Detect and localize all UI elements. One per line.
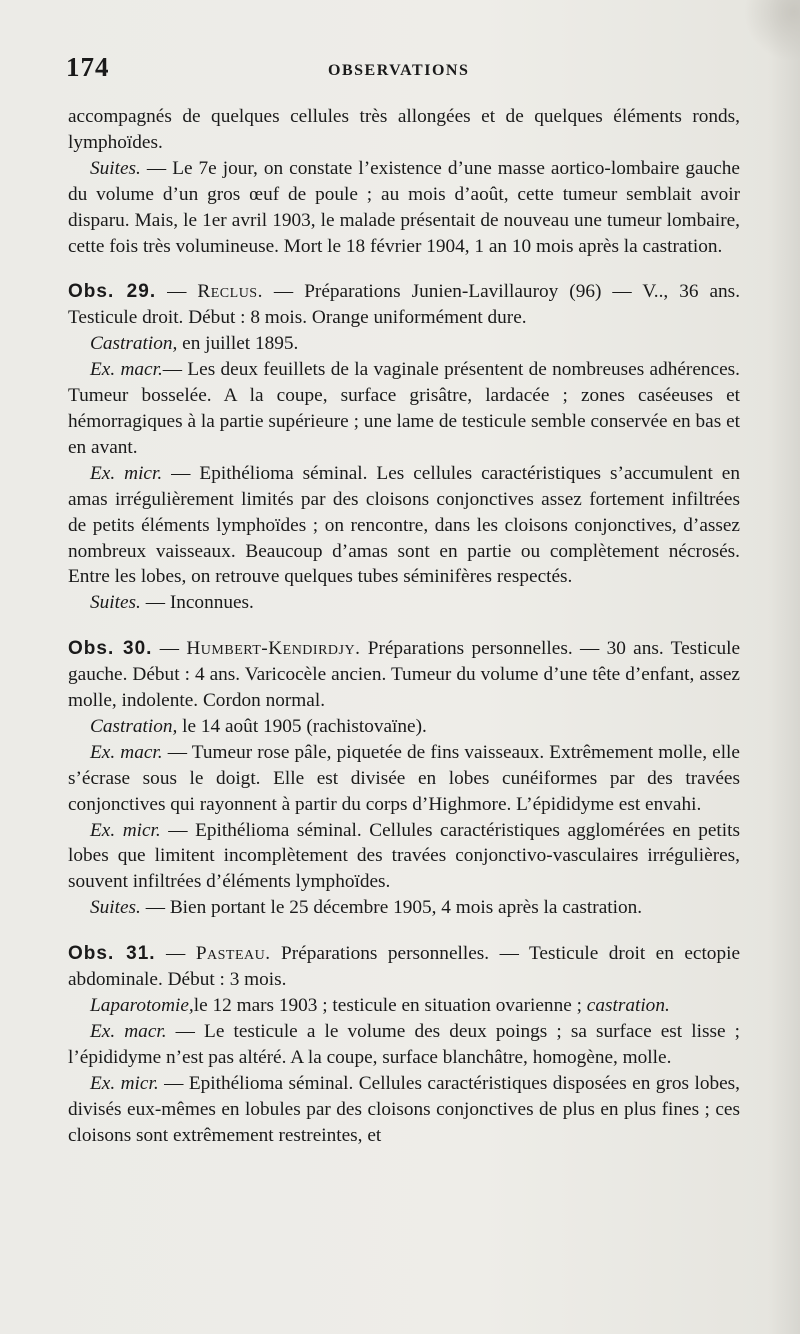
paragraph-text: — Préparations Junien-Lavillauroy (96) — V.., 36 ans. Testicule droit. Début : 8 mois. Orange uniformément dure. [68, 281, 741, 329]
observation-author: Humbert-Kendirdjy. [186, 638, 361, 660]
paragraph-text: — Le testicule a le volume des deux poings ; sa surface est lisse ; l’épididyme n’est pas altéré. A la coupe, surface blanchâtre, homogène, molle. [68, 1020, 740, 1068]
observation-29-heading: Obs. 29. — Reclus. — Préparations Junien-Lavillauroy (96) — V.., 36 ans. Testicule droit. Début : 8 mois. Orange uniformément dure. [68, 281, 741, 329]
paragraph-suites-28 [68, 156, 740, 260]
paragraph-lead: Ex. micr. [90, 462, 163, 484]
paragraph-suites-29 [68, 590, 740, 616]
observation-31-heading: Obs. 31. — Pasteau. Préparations personnelles. — Testicule droit en ectopie abdominale. Début : 3 mois. [68, 943, 741, 991]
page-header [66, 48, 746, 88]
paragraph-text: — Inconnues. [140, 592, 254, 614]
paragraph-ex-micr-31 [68, 1071, 740, 1149]
paragraph-text: — Epithélioma séminal. Cellules caractéristiques agglomérées en petits lobes que limitent incomplètement des travées conjonctivo-vasculaires irrégulières, souvent infiltrées d’éléments lymphoïdes. [68, 819, 740, 893]
paragraph-lead: Ex. macr. [90, 741, 163, 763]
page-corner-stain [742, 0, 800, 60]
paragraph-castration-29 [68, 331, 740, 357]
paragraph-text: — Bien portant le 25 décembre 1905, 4 mois après la castration. [140, 897, 643, 919]
paragraph-lead: Castration, [90, 715, 178, 737]
paragraph-lead: Suites. [90, 897, 141, 919]
paragraph-continuation [68, 104, 740, 156]
paragraph-suites-30 [68, 895, 740, 921]
page-number: 174 [66, 52, 110, 82]
paragraph-lead: Suites. [90, 592, 141, 614]
paragraph-text: — Les deux feuillets de la vaginale présentent de nombreuses adhérences. Tumeur bosselée. A la coupe, surface grisâtre, lardacée ; zones caséeuses et hémorragiques à la partie supérieure ; une lame de testicule semble conservée en bas et en avant. [68, 359, 740, 458]
paragraph-lead: Ex. macr. [90, 359, 163, 381]
paragraph-text: accompagnés de quelques cellules très allongées et de quelques éléments ronds, lymphoïdes. [68, 106, 740, 153]
observation-label: Obs. 31. [68, 943, 156, 965]
observation-author: Pasteau. [195, 943, 271, 965]
paragraph-text: — Epithélioma séminal. Cellules caractéristiques disposées en gros lobes, divisés eux-mêmes en lobules par des cloisons conjonctives de plus en plus fines ; ces cloisons sont extrêmement restreintes, et [68, 1072, 740, 1146]
paragraph-laparotomie-31 [68, 993, 740, 1019]
paragraph-ex-macr-30 [68, 740, 740, 818]
paragraph-lead: Laparotomie, [90, 995, 194, 1016]
observation-label: Obs. 29. [68, 281, 157, 303]
paragraph-lead: Castration, [90, 333, 178, 355]
paragraph-lead: Suites. [90, 157, 141, 179]
paragraph-text: le 12 mars 1903 ; testicule en situation ovarienne ; [193, 995, 587, 1016]
paragraph-ex-macr-31 [68, 1019, 740, 1071]
paragraph-lead: Ex. micr. [90, 819, 161, 841]
body-text [68, 104, 740, 1148]
observation-label: Obs. 30. [68, 638, 153, 660]
observation-30-heading: Obs. 30. — Humbert-Kendirdjy. Préparations personnelles. — 30 ans. Testicule gauche. Début : 4 ans. Varicocèle ancien. Tumeur du volume d’une tête d’enfant, assez molle, indolente. Cordon normal. [68, 638, 741, 712]
paragraph-lead: Ex. micr. [90, 1072, 159, 1094]
running-title: OBSERVATIONS [328, 62, 470, 79]
paragraph-ex-macr-29 [68, 357, 740, 461]
paragraph-lead: Ex. macr. [90, 1020, 167, 1042]
paragraph-castration-30 [68, 714, 740, 740]
paragraph-text: — Epithélioma séminal. Les cellules caractéristiques s’accumulent en amas irrégulièrement limités par des cloisons conjonctives assez fortement infiltrées de petits éléments lymphoïdes ; on rencontre, dans les cloisons conjonctives, d’assez nombreux vaisseaux. Beaucoup d’amas sont en partie ou complètement nécrosés. Entre les lobes, on retrouve quelques tubes séminifères respectés. [68, 462, 740, 588]
paragraph-text: — Le 7e jour, on constate l’existence d’une masse aortico-lombaire gauche du volume d’un gros œuf de poule ; au mois d’août, cette tumeur semblait avoir disparu. Mais, le 1er avril 1903, le malade présentait de nouveau une tumeur lombaire, cette fois très volumineuse. Mort le 18 février 1904, 1 an 10 mois après la castration. [68, 157, 740, 257]
paragraph-ex-micr-29 [68, 461, 740, 591]
paragraph-text: Préparations personnelles. — 30 ans. Testicule gauche. Début : 4 ans. Varicocèle ancien. Tumeur du volume d’une tête d’enfant, assez molle, indolente. Cordon normal. [68, 638, 741, 712]
paragraph-text: en juillet 1895. [177, 333, 299, 355]
paragraph-text: le 14 août 1905 (rachistovaïne). [177, 715, 427, 737]
paragraph-ex-micr-30 [68, 818, 740, 896]
paragraph-text: — Tumeur rose pâle, piquetée de fins vaisseaux. Extrêmement molle, elle s’écrase sous le doigt. Elle est divisée en lobes cunéiformes par des travées conjonctives qui rayonnent à partir du corps d’Highmore. L’épididyme est envahi. [68, 741, 740, 815]
paragraph-tail: castration. [586, 995, 670, 1016]
paragraph-text: Préparations personnelles. — Testicule droit en ectopie abdominale. Début : 3 mois. [68, 943, 741, 991]
observation-author: Reclus. [197, 281, 263, 303]
